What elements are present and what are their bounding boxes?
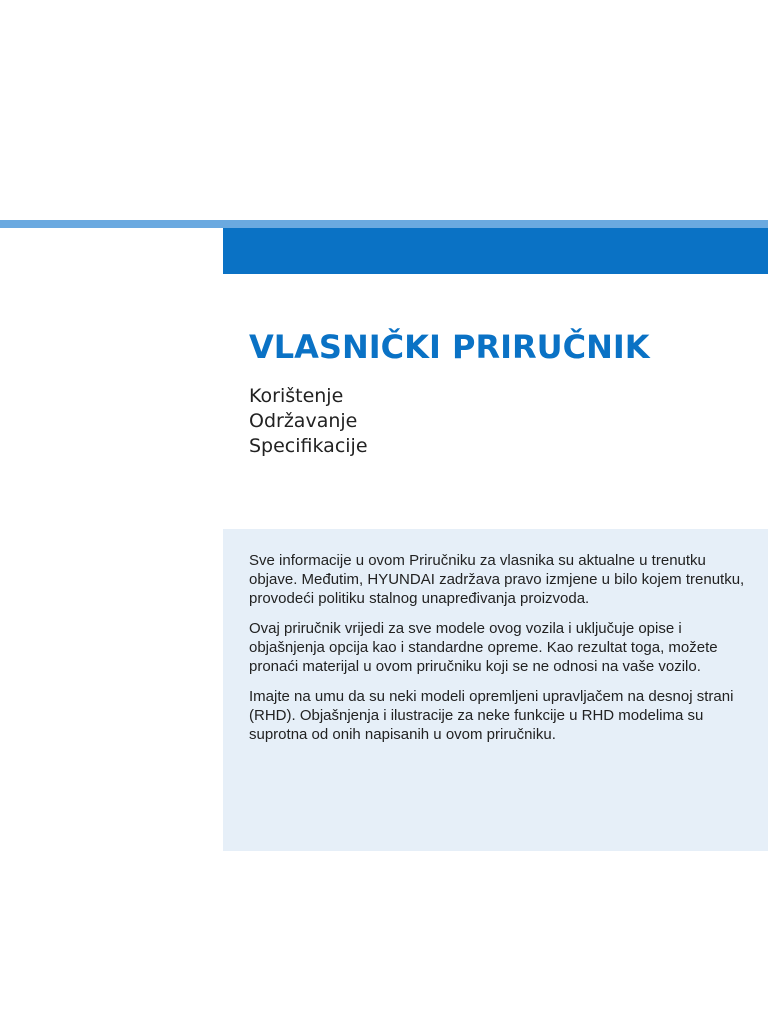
info-text: [249, 551, 749, 755]
top-accent-stripe: [0, 220, 768, 228]
info-paragraph: Imajte na umu da su neki modeli opremljeni upravljačem na desnoj strani (RHD). Objašnjenja i ilustracije za neke funkcije u RHD modelima su suprotna od onih napisanih u ovom priručniku.: [249, 688, 734, 743]
info-paragraph: Ovaj priručnik vrijedi za sve modele ovog vozila i uključuje opise i objašnjenja opcija kao i standardne opreme. Kao rezultat toga, možete pronaći materijal u ovom priručniku koji se ne odnosi na vaše vozilo.: [249, 620, 718, 675]
subtitle-list: [249, 384, 368, 459]
subtitle-item: Održavanje: [249, 410, 358, 432]
info-paragraph: Sve informacije u ovom Priručniku za vlasnika su aktualne u trenutku objave. Međutim, HYUNDAI zadržava pravo izmjene u bilo kojem trenutku, provodeći politiku stalnog unapređivanja proizvoda.: [249, 552, 745, 607]
subtitle-item: Specifikacije: [249, 435, 368, 457]
subtitle-item: Korištenje: [249, 385, 344, 407]
page-title: VLASNIČKI PRIRUČNIK: [249, 328, 650, 366]
header-blue-block: [223, 228, 768, 274]
info-box: [223, 529, 768, 851]
